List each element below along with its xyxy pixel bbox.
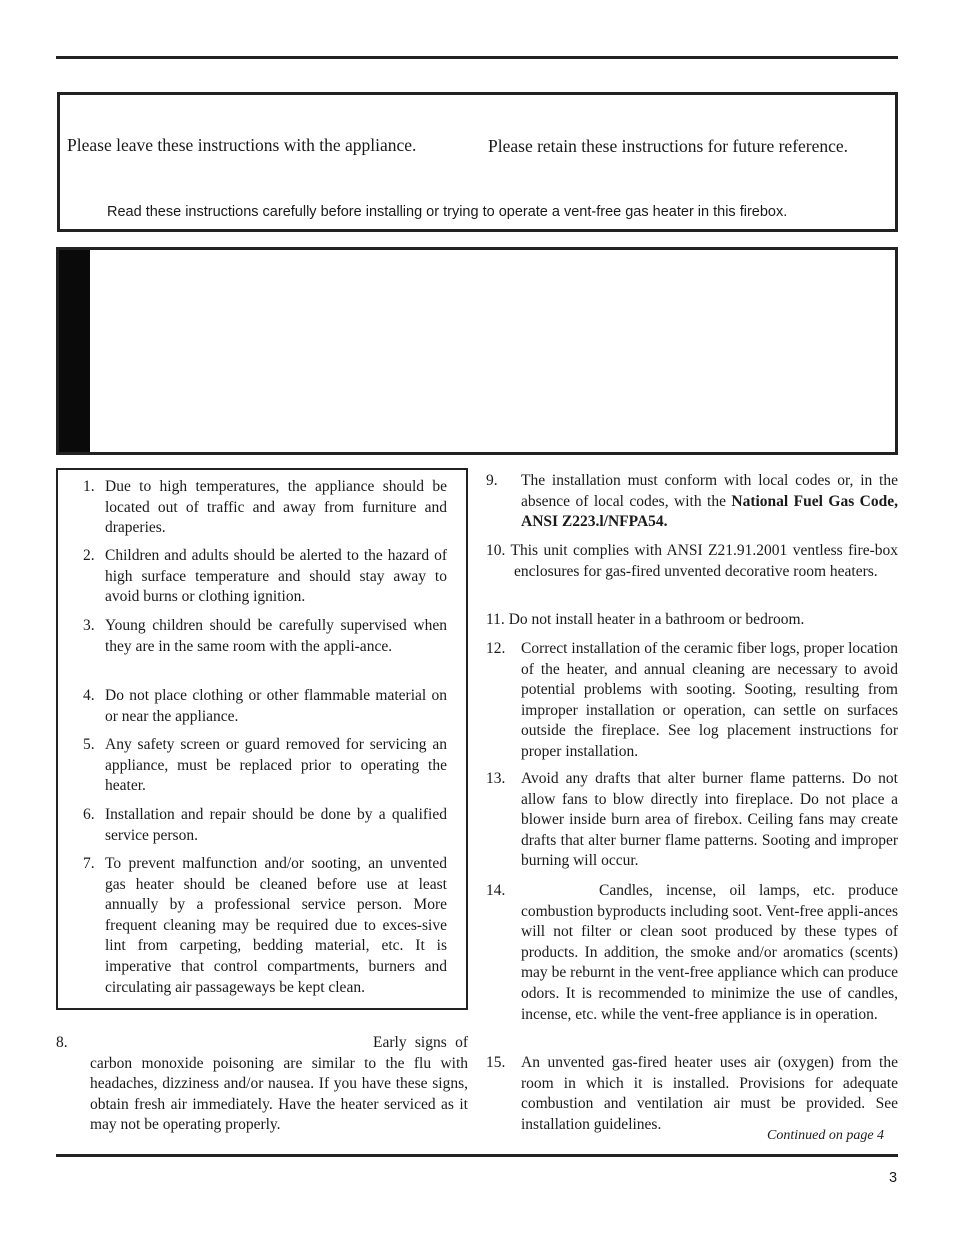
list-item-7: 7. To prevent malfunction and/or sooting, an unvented gas heater should be cleaned before use at least annually by a professional service person. More frequent cleaning may be required due to exces-sive lint from carpeting, bedding material, etc. It is imperative that control compartments, burners and circulating air passageways be kept clean. <box>83 855 447 996</box>
item-9-text: The installation must conform with local codes or, in the absence of local codes, with the <box>521 472 898 510</box>
list-item-14: 14. Candles, incense, oil lamps, etc. produce combustion byproducts including soot. Vent-free appli-ances will not filter or clean soot produced by these types of products. In addition, the smoke and/or aromatics (scents) may be reburnt in the vent-free appliance which can produce odors. It is recommended to minimize the use of candles, incense, etc. while the vent-free appliance is in operation. <box>486 882 898 1023</box>
read-instructions-text: Read these instructions carefully before installing or trying to operate a vent-free gas heater in this firebox. <box>107 204 788 220</box>
warning-side-bar <box>59 250 90 452</box>
list-item-8: 8. Early signs of carbon monoxide poisoning are similar to the flu with headaches, dizziness and/or nausea. If you have these signs, obtain fresh air immediately. Have the heater serviced as it may not be operating properly. <box>56 1034 468 1134</box>
warning-box <box>56 247 898 455</box>
continued-note: Continued on page 4 <box>767 1128 885 1143</box>
item-9-code: National Fuel Gas Code, ANSI Z223.l/NFPA54. <box>521 492 898 531</box>
list-item-12: 12. Correct installation of the ceramic fiber logs, proper location of the heater, and annual cleaning are necessary to avoid potential problems with sooting. Sooting, resulting from improper installation or operation, can settle on surfaces outside the fireplace. See log placement instructions for proper installation. <box>486 640 898 760</box>
list-item-11 <box>486 610 898 631</box>
list-item-15: 15. An unvented gas-fired heater uses air (oxygen) from the room in which it is installed. Provisions for adequate combustion and ventilation air must be provided. See installation guidelines. <box>486 1054 898 1133</box>
list-item-6: 6. Installation and repair should be done by a qualified service person. <box>83 806 447 844</box>
list-item-10 <box>486 541 898 582</box>
list-item-9: 9. The installation must conform with local codes or, in the absence of local codes, with the National Fuel Gas Code, ANSI Z223.l/NFPA54. <box>486 472 898 531</box>
item-10-number: 10. <box>486 542 506 559</box>
instructions-notice-box <box>57 92 898 232</box>
list-item-4: 4. Do not place clothing or other flammable material on or near the appliance. <box>83 687 447 725</box>
item-11-text: Do not install heater in a bathroom or bedroom. <box>508 611 805 628</box>
retain-instructions-text: Please retain these instructions for future reference. <box>488 136 849 156</box>
bottom-rule <box>56 1154 898 1157</box>
list-item-13: 13. Avoid any drafts that alter burner flame patterns. Do not allow fans to blow directly into fireplace. Do not place a blower inside burn area of firebox. Ceiling fans may create drafts that alter burner flame patterns. Sooting and improper burning will occur. <box>486 770 898 870</box>
leave-instructions-text: Please leave these instructions with the appliance. <box>67 135 417 155</box>
list-item-1: 1. Due to high temperatures, the appliance should be located out of traffic and away from furniture and draperies. <box>83 478 447 537</box>
item-11-number: 11. <box>486 611 505 628</box>
top-rule <box>56 56 898 59</box>
item-10-text: This unit complies with ANSI Z21.91.2001 ventless fire-box enclosures for gas-fired unvented decorative room heaters. <box>510 542 898 580</box>
list-item-2: 2. Children and adults should be alerted to the hazard of high surface temperature and should stay away to avoid burns or clothing ignition. <box>83 547 447 606</box>
list-item-5: 5. Any safety screen or guard removed for servicing an appliance, must be replaced prior to operating the heater. <box>83 736 447 795</box>
list-item-3: 3. Young children should be carefully supervised when they are in the same room with the appli-ance. <box>83 617 447 655</box>
page-number: 3 <box>889 1170 898 1186</box>
